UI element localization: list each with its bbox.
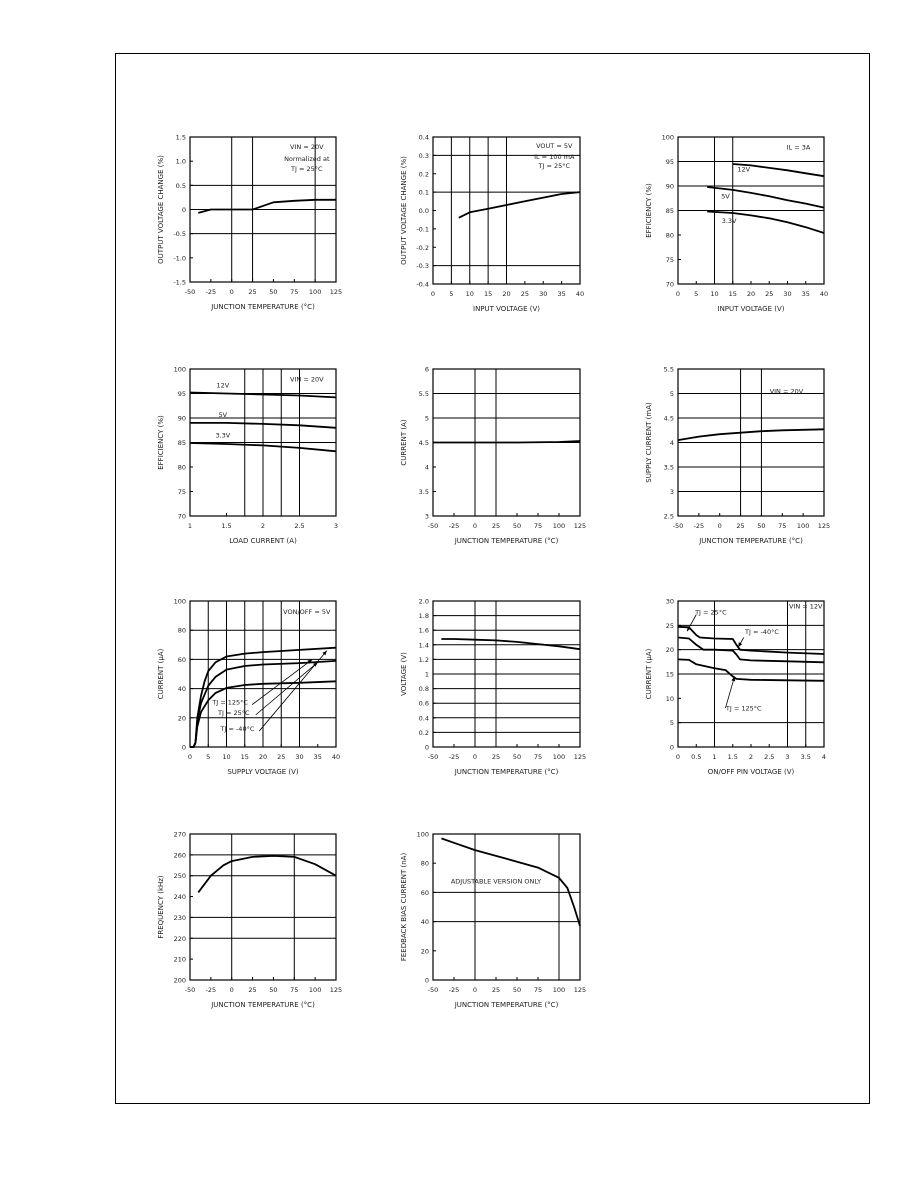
x-tick-label: 25 — [765, 290, 774, 298]
y-tick-label: 90 — [177, 414, 186, 423]
x-axis-label: JUNCTION TEMPERATURE (°C) — [211, 303, 315, 311]
y-tick-label: 60 — [420, 888, 429, 897]
x-tick-label: 2.5 — [764, 753, 775, 761]
y-tick-label: 0.6 — [418, 699, 429, 708]
x-tick-label: 35 — [313, 753, 322, 761]
y-tick-label: 3.5 — [663, 463, 674, 472]
y-tick-label: 6 — [424, 365, 429, 374]
x-tick-label: 0 — [675, 753, 681, 761]
x-tick-label: 100 — [308, 986, 322, 994]
x-tick-label: 1.5 — [221, 522, 232, 530]
x-tick-label: 125 — [329, 288, 343, 296]
x-tick-label: 75 — [533, 753, 543, 761]
y-tick-label: 0 — [669, 743, 674, 752]
x-tick-label: 25 — [736, 522, 745, 530]
annotation-label: TJ = 25°C — [695, 608, 727, 617]
x-tick-label: 5 — [694, 290, 699, 298]
x-axis-label: JUNCTION TEMPERATURE (°C) — [454, 1001, 559, 1009]
y-tick-label: 80 — [420, 859, 429, 868]
chart-voltage-vs-temperature — [393, 589, 593, 789]
y-tick-label: 90 — [665, 182, 674, 191]
y-tick-label: 25 — [665, 621, 674, 630]
y-tick-label: 20 — [420, 947, 429, 956]
y-tick-label: 100 — [416, 830, 429, 839]
x-tick-label: 0 — [229, 986, 234, 994]
y-axis-label: FREQUENCY (kHz) — [157, 875, 165, 939]
x-tick-label: 40 — [819, 290, 829, 298]
x-tick-label: 100 — [308, 288, 322, 296]
x-tick-label: 25 — [491, 753, 501, 761]
annotation-label: VIN = 12V — [788, 602, 823, 611]
x-axis-label: ON/OFF PIN VOLTAGE (V) — [707, 768, 795, 776]
x-tick-label: 2.5 — [294, 522, 305, 530]
series-line — [198, 856, 336, 893]
y-tick-label: 0.8 — [418, 685, 429, 694]
x-tick-label: 4 — [821, 753, 827, 761]
x-tick-label: -50 — [672, 522, 684, 530]
chart-efficiency-vs-input-voltage — [638, 125, 838, 325]
x-tick-label: 2 — [748, 753, 754, 761]
y-tick-label: 20 — [177, 714, 186, 723]
x-axis-label: JUNCTION TEMPERATURE (°C) — [454, 537, 559, 545]
annotation-label: VIN = 20V — [290, 143, 324, 152]
x-tick-label: 0 — [472, 986, 478, 994]
y-tick-label: 5 — [424, 414, 429, 423]
x-tick-label: 1 — [712, 753, 717, 761]
y-tick-label: 80 — [665, 231, 674, 240]
x-tick-label: 25 — [248, 288, 257, 296]
annotation-label: 5V — [218, 411, 228, 420]
x-tick-label: -25 — [448, 753, 460, 761]
x-tick-label: -25 — [205, 986, 217, 994]
chart-current-limit-vs-temperature — [393, 357, 593, 557]
y-axis-label: CURRENT (µA) — [645, 648, 653, 700]
y-tick-label: -0.2 — [416, 243, 429, 252]
y-tick-label: 20 — [665, 646, 674, 655]
annotation-label: 3.3V — [215, 431, 231, 440]
y-tick-label: 220 — [173, 934, 186, 943]
y-tick-label: 100 — [173, 597, 186, 606]
series-line — [441, 639, 580, 649]
y-tick-label: 0 — [424, 743, 429, 752]
x-tick-label: 125 — [573, 986, 587, 994]
x-tick-label: 125 — [573, 753, 587, 761]
y-axis-label: SUPPLY CURRENT (mA) — [645, 402, 653, 483]
y-tick-label: 0 — [424, 976, 429, 985]
x-axis-label: INPUT VOLTAGE (V) — [473, 305, 540, 313]
x-tick-label: -25 — [448, 522, 460, 530]
x-axis-label: INPUT VOLTAGE (V) — [717, 305, 785, 313]
x-tick-label: 25 — [491, 986, 501, 994]
y-tick-label: -0.5 — [173, 230, 186, 239]
x-tick-label: 50 — [512, 986, 522, 994]
y-tick-label: 200 — [173, 976, 186, 985]
x-tick-label: 50 — [269, 288, 278, 296]
x-tick-label: -50 — [427, 522, 439, 530]
x-tick-label: 10 — [222, 753, 231, 761]
x-tick-label: 100 — [796, 522, 810, 530]
y-tick-label: 10 — [665, 694, 674, 703]
x-tick-label: 75 — [533, 986, 543, 994]
y-tick-label: 230 — [173, 913, 186, 922]
annotation-label: VOUT = 5V — [536, 142, 573, 151]
y-tick-label: 0.2 — [418, 728, 429, 737]
y-tick-label: 4.5 — [663, 414, 674, 423]
x-tick-label: 25 — [277, 753, 286, 761]
x-tick-label: 30 — [295, 753, 304, 761]
y-tick-label: 2.5 — [663, 512, 674, 521]
x-tick-label: 10 — [465, 290, 474, 298]
x-tick-label: -50 — [427, 753, 439, 761]
x-axis-label: JUNCTION TEMPERATURE (°C) — [699, 537, 803, 545]
x-tick-label: 75 — [290, 986, 299, 994]
y-tick-label: 95 — [177, 390, 186, 398]
x-tick-label: 0 — [472, 753, 478, 761]
y-tick-label: 40 — [420, 918, 429, 927]
x-tick-label: 125 — [329, 986, 343, 994]
x-tick-label: 0 — [675, 290, 681, 298]
y-tick-label: 75 — [665, 256, 674, 264]
x-tick-label: 100 — [552, 753, 566, 761]
x-tick-label: 40 — [575, 290, 585, 298]
y-tick-label: 1.2 — [418, 655, 429, 664]
y-tick-label: 85 — [177, 439, 186, 447]
x-tick-label: 1.5 — [727, 753, 738, 761]
y-tick-label: 5.5 — [418, 390, 429, 398]
x-tick-label: 25 — [491, 522, 501, 530]
annotation-label: TJ = 125°C — [725, 704, 762, 713]
y-tick-label: 1.6 — [418, 626, 429, 635]
y-tick-label: 75 — [177, 488, 186, 496]
annotation-label: VIN = 20V — [290, 375, 324, 384]
x-tick-label: 35 — [557, 290, 566, 298]
y-tick-label: 250 — [173, 872, 186, 881]
y-tick-label: 240 — [173, 893, 186, 902]
y-tick-label: 70 — [177, 512, 186, 521]
y-tick-label: 2.0 — [418, 597, 429, 606]
plot-frame — [433, 834, 580, 980]
y-tick-label: 3 — [424, 512, 429, 521]
series-line — [678, 429, 824, 440]
annotation-label: TJ = 125°C — [212, 698, 248, 707]
x-tick-label: -25 — [448, 986, 460, 994]
y-tick-label: 0.0 — [418, 207, 429, 215]
y-tick-label: 1 — [424, 670, 429, 679]
chart-current-vs-supply-voltage — [150, 589, 350, 789]
annotation-label: IL = 3A — [786, 143, 811, 152]
annotation-label: TJ = 25°C — [538, 162, 571, 171]
x-tick-label: -25 — [205, 288, 217, 296]
annotation-label: 5V — [721, 192, 730, 201]
annotation-label: VIN = 20V — [769, 387, 804, 396]
x-tick-label: -50 — [184, 288, 196, 296]
x-tick-label: 2 — [260, 522, 266, 530]
y-tick-label: -0.1 — [416, 225, 429, 234]
y-axis-label: VOLTAGE (V) — [400, 652, 408, 696]
x-tick-label: 30 — [783, 290, 792, 298]
y-tick-label: 80 — [177, 626, 186, 635]
x-tick-label: 40 — [331, 753, 341, 761]
x-tick-label: 0 — [187, 753, 193, 761]
y-tick-label: 3.5 — [418, 488, 429, 496]
chart-feedback-bias-current-vs-temperature — [393, 822, 593, 1022]
annotation-label: TJ = 25°C — [291, 164, 323, 173]
y-tick-label: -0.3 — [416, 262, 429, 271]
x-tick-label: 125 — [573, 522, 587, 530]
x-tick-label: 25 — [248, 986, 257, 994]
x-tick-label: -50 — [427, 986, 439, 994]
y-tick-label: 85 — [665, 207, 674, 215]
x-axis-label: JUNCTION TEMPERATURE (°C) — [454, 768, 559, 776]
x-tick-label: 15 — [483, 290, 493, 298]
annotation-label: Normalized at — [284, 155, 330, 164]
y-tick-label: 260 — [173, 851, 186, 860]
x-tick-label: 35 — [801, 290, 810, 298]
x-tick-label: 1 — [187, 522, 193, 530]
annotation-label: VON/OFF = 5V — [283, 608, 331, 617]
x-tick-label: 15 — [240, 753, 249, 761]
x-tick-label: 75 — [290, 288, 299, 296]
x-tick-label: 0.5 — [691, 753, 702, 761]
x-tick-label: 50 — [269, 986, 278, 994]
x-axis-label: SUPPLY VOLTAGE (V) — [227, 768, 299, 776]
x-tick-label: 5 — [449, 290, 454, 298]
x-tick-label: -50 — [184, 986, 196, 994]
y-tick-label: 0.4 — [418, 714, 429, 723]
x-tick-label: 50 — [512, 522, 522, 530]
x-tick-label: 75 — [778, 522, 787, 530]
y-tick-label: 70 — [665, 280, 674, 289]
y-tick-label: 0.4 — [418, 133, 429, 142]
chart-output-voltage-vs-input-voltage — [393, 125, 593, 325]
y-axis-label: CURRENT (A) — [400, 419, 408, 466]
x-tick-label: 5 — [206, 753, 211, 761]
x-tick-label: 3 — [785, 753, 790, 761]
annotation-label: ADJUSTABLE VERSION ONLY — [450, 877, 542, 886]
annotation-label: IL = 100 mA — [534, 153, 575, 162]
series-line — [433, 441, 580, 443]
y-tick-label: 80 — [177, 463, 186, 472]
y-tick-label: 100 — [173, 365, 186, 374]
y-tick-label: 0.3 — [418, 151, 429, 160]
y-tick-label: 60 — [177, 655, 186, 664]
y-tick-label: -0.4 — [416, 280, 429, 289]
chart-output-voltage-vs-temperature — [150, 125, 350, 325]
y-tick-label: 1.4 — [418, 641, 429, 650]
y-tick-label: 5.5 — [663, 365, 674, 374]
y-axis-label: OUTPUT VOLTAGE CHANGE (%) — [400, 156, 408, 265]
x-tick-label: 20 — [746, 290, 756, 298]
x-tick-label: 25 — [520, 290, 530, 298]
annotation-label: 12V — [216, 381, 230, 390]
x-tick-label: 50 — [512, 753, 522, 761]
y-tick-label: 0 — [181, 206, 186, 214]
y-tick-label: 0.2 — [418, 170, 429, 179]
y-tick-label: 3 — [669, 488, 674, 496]
y-tick-label: 1.0 — [175, 157, 186, 166]
x-tick-label: 0 — [229, 288, 234, 296]
y-tick-label: 5 — [669, 719, 674, 728]
x-tick-label: 3 — [333, 522, 339, 530]
x-axis-label: LOAD CURRENT (A) — [229, 537, 297, 545]
series-line — [459, 192, 580, 218]
y-tick-label: 270 — [173, 830, 186, 839]
y-tick-label: 5 — [669, 390, 674, 398]
y-tick-label: 0 — [181, 743, 186, 752]
x-tick-label: 3.5 — [800, 753, 811, 761]
annotation-label: 12V — [737, 165, 751, 174]
y-tick-label: 30 — [665, 597, 674, 606]
x-tick-label: 30 — [539, 290, 548, 298]
y-tick-label: 100 — [661, 133, 674, 142]
y-tick-label: 1.5 — [175, 133, 186, 142]
y-axis-label: FEEDBACK BIAS CURRENT (nA) — [400, 852, 408, 962]
y-tick-label: 40 — [177, 685, 186, 694]
x-tick-label: 75 — [533, 522, 543, 530]
x-tick-label: -25 — [693, 522, 705, 530]
x-axis-label: JUNCTION TEMPERATURE (°C) — [211, 1001, 315, 1009]
y-tick-label: 0.5 — [175, 181, 186, 190]
y-axis-label: EFFICIENCY (%) — [645, 183, 653, 238]
x-tick-label: 0 — [472, 522, 478, 530]
x-tick-label: 20 — [258, 753, 268, 761]
y-tick-label: -1.0 — [173, 254, 186, 263]
y-tick-label: 1.8 — [418, 612, 429, 621]
annotation-arrow — [725, 676, 734, 708]
x-tick-label: 0 — [717, 522, 722, 530]
x-tick-label: 0 — [430, 290, 436, 298]
x-tick-label: 100 — [552, 986, 566, 994]
y-tick-label: 0.1 — [418, 188, 429, 197]
y-tick-label: 15 — [665, 670, 674, 679]
chart-supply-current-vs-temperature — [638, 357, 838, 557]
chart-efficiency-vs-load-current — [150, 357, 350, 557]
y-axis-label: CURRENT (µA) — [157, 648, 165, 700]
y-tick-label: 4 — [424, 463, 429, 472]
annotation-label: TJ = -40°C — [745, 628, 779, 637]
x-tick-label: 15 — [728, 290, 737, 298]
y-tick-label: -1.5 — [173, 278, 186, 287]
annotation-label: TJ = -40°C — [220, 724, 255, 733]
x-tick-label: 100 — [552, 522, 566, 530]
annotation-label: TJ = 25°C — [218, 708, 250, 717]
chart-frequency-vs-temperature — [150, 822, 350, 1022]
x-tick-label: 50 — [757, 522, 766, 530]
series-line — [678, 659, 824, 680]
x-tick-label: 20 — [502, 290, 511, 298]
y-tick-label: 210 — [173, 955, 186, 964]
annotation-label: 3.3V — [721, 217, 737, 226]
x-tick-label: 10 — [710, 290, 719, 298]
y-tick-label: 4 — [669, 439, 674, 447]
x-tick-label: 125 — [817, 522, 831, 530]
y-tick-label: 4.5 — [418, 439, 429, 447]
y-axis-label: OUTPUT VOLTAGE CHANGE (%) — [157, 155, 165, 264]
y-tick-label: 95 — [665, 158, 674, 166]
y-axis-label: EFFICIENCY (%) — [157, 415, 165, 470]
chart-current-vs-onoff-pin-voltage — [638, 589, 838, 789]
